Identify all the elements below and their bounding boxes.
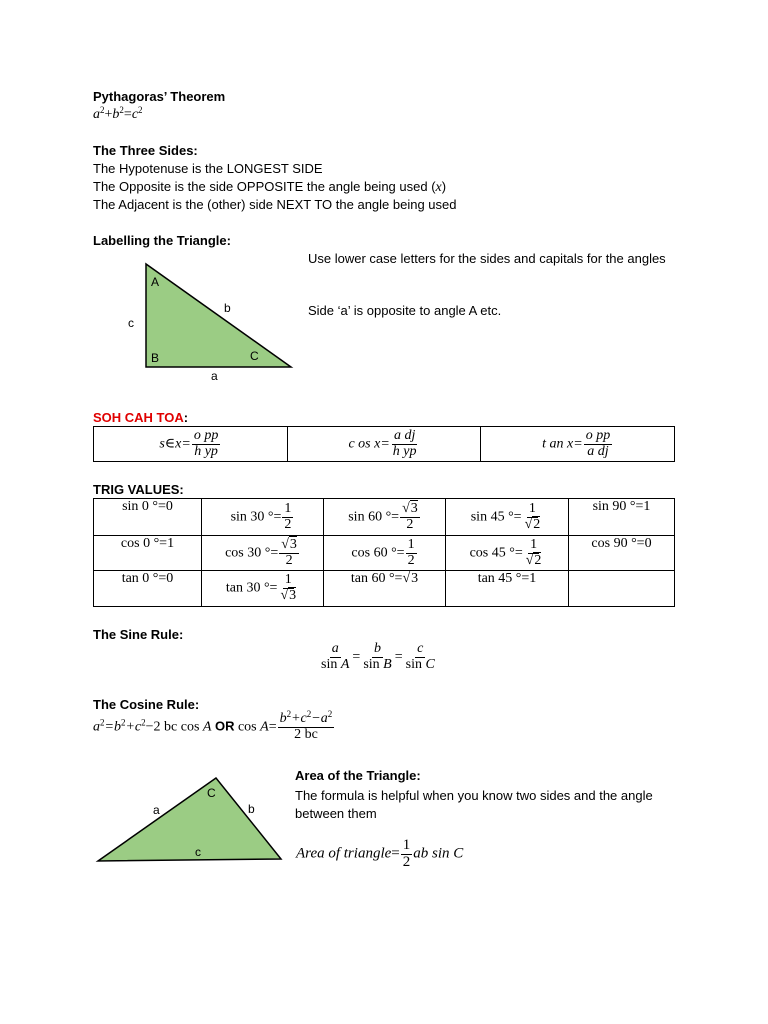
cosine-rule-title: The Cosine Rule: [93,697,200,712]
side-label-c: c [128,316,134,330]
side-label-a: a [211,369,218,383]
labelling-note-2: Side ‘a’ is opposite to angle A etc. [308,303,502,318]
pythagoras-formula: $a^2+b^2=c^2$ [93,105,143,122]
area-side-label-a: a [153,803,160,817]
cos-ratio-cell: c os x= $\frac{\text{a dj}}{\text{h yp}}$ [287,427,481,462]
trig-values-title: TRIG VALUES: [93,482,184,497]
area-triangle-shape [98,778,281,861]
sine-rule-title: The Sine Rule: [93,627,184,642]
sin30-cell: sin 30 °= $\frac{1}{2}$ [202,499,324,536]
vertex-label-B: B [151,351,160,365]
area-side-label-b: b [248,802,255,816]
tan-ratio-cell: t an x= $\frac{\text{o pp}}{\text{a dj}}$ [481,427,675,462]
cos60-cell: cos 60 °= $\frac{1}{2}$ [324,536,446,571]
cos0-cell: cos 0 °=1 [94,536,202,571]
vertex-label-C: C [250,349,259,363]
sohcahtoa-table [93,426,675,462]
cos90-cell: cos 90 °=0 [569,536,675,571]
three-sides-title: The Three Sides: [93,143,198,158]
sohcahtoa-title: SOH CAH TOA: [93,410,189,425]
cos45-cell: cos 45 °= $\frac{1}{√2}$ [446,536,569,571]
sin90-cell: sin 90 °=1 [569,499,675,536]
tan30-cell: tan 30 °= $\frac{1}{√3}$ [202,571,324,607]
vertex-label-A: A [151,275,160,289]
tan60-cell: tan 60 °=√3 [324,571,446,607]
area-description: The formula is helpful when you know two sides and the angle between them [295,788,653,821]
tan45-cell: tan 45 °=1 [446,571,569,607]
cos30-cell: cos 30 °= $\frac{√3}{2}$ [202,536,324,571]
opposite-line: The Opposite is the side OPPOSITE the angle being used (x) [93,179,447,195]
sin45-cell: sin 45 °= $\frac{1}{√2}$ [446,499,569,536]
tan0-cell: tan 0 °=0 [94,571,202,607]
sin-ratio-cell: s∈x= $\frac{\text{o pp}}{\text{h yp}}$ [94,427,288,462]
area-vertex-label-C: C [207,786,216,800]
cosine-rule-formula: $a^2=b^2+c^2-2$ bc cos A OR cos A= $\frac{b^2+c^2-a^2}{2 bc}$ [93,709,333,742]
adjacent-line: The Adjacent is the (other) side NEXT TO the angle being used [93,197,457,212]
pythagoras-title: Pythagoras’ Theorem [93,89,226,104]
side-label-b: b [224,301,231,315]
labelled-triangle-diagram [118,258,298,388]
labelling-title: Labelling the Triangle: [93,233,231,248]
area-title: Area of the Triangle: [295,768,421,783]
sine-rule-formula: $\frac{a}{\text{sin A}}$ = $\frac{b}{\text{sin B}}$ = $\frac{c}{\text{sin C}}$ [321,641,435,672]
empty-cell [569,571,675,607]
sin0-cell: sin 0 °=0 [94,499,202,536]
sin60-cell: sin 60 °= $\frac{√3}{2}$ [324,499,446,536]
hypotenuse-line: The Hypotenuse is the LONGEST SIDE [93,161,323,176]
area-triangle-diagram [94,772,289,867]
area-formula: Area of triangle= $\frac{1}{2}$ ab sin C [296,837,464,870]
labelling-note-1: Use lower case letters for the sides and capitals for the angles [308,251,666,266]
trig-values-table [93,498,675,607]
area-side-label-c: c [195,845,201,859]
labelled-triangle-shape [146,264,291,367]
